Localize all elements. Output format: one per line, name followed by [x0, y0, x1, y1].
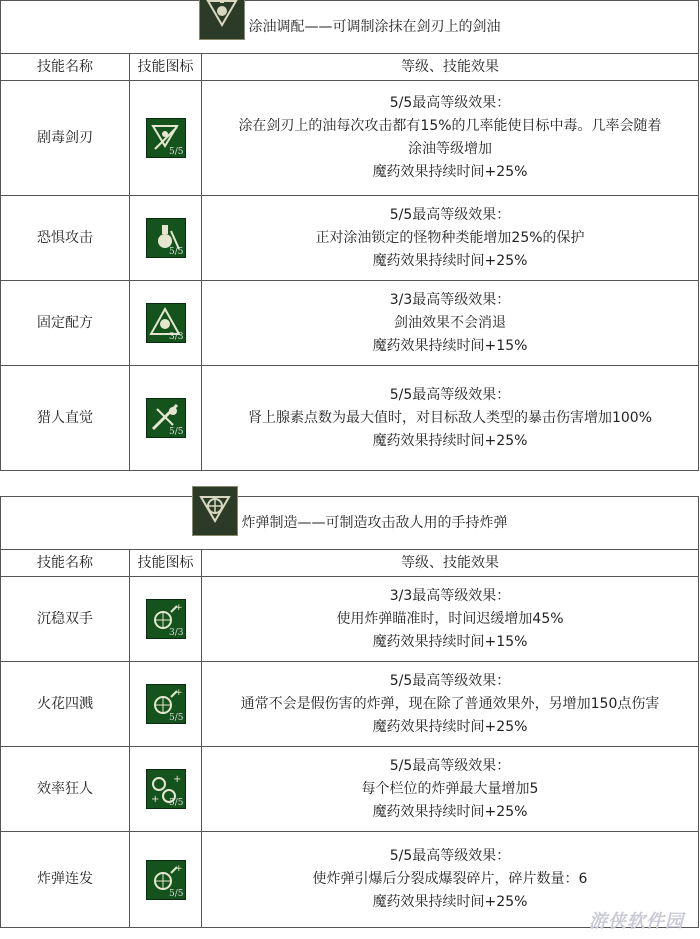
bomb-crafting-icon [192, 486, 238, 536]
skill-effect: 5/5最高等级效果： 正对涂油锁定的怪物种类能增加25%的保护 魔药效果持续时间+25% [202, 196, 699, 281]
skill-effect: 5/5最高等级效果： 通常不会是假伤害的炸弹，现在除了普通效果外，另增加150点伤害 魔药效果持续时间+25% [202, 662, 699, 747]
alchemy-oil-icon [199, 0, 245, 40]
hunter-instinct-icon: 5/5 [146, 398, 186, 438]
svg-text:+: + [174, 603, 183, 613]
skill-effect: 5/5最高等级效果： 肾上腺素点数为最大值时，对目标敌人类型的暴击伤害增加100% 魔药效果持续时间+25% [202, 366, 699, 471]
skill-effect: 3/3最高等级效果： 剑油效果不会消退 魔药效果持续时间+15% [202, 281, 699, 366]
table-row [1, 747, 699, 832]
skill-name: 火花四溅 [1, 662, 130, 747]
header-skill-icon: 技能图标 [130, 54, 202, 81]
skill-effect: 3/3最高等级效果： 使用炸弹瞄准时，时间迟缓增加45% 魔药效果持续时间+15% [202, 577, 699, 662]
cluster-bombs-icon: + 5/5 [146, 860, 186, 900]
skill-name: 恐惧攻击 [1, 196, 130, 281]
skill-effect: 5/5最高等级效果： 涂在剑刃上的油每次攻击都有15%的几率能使目标中毒。几率会随着 涂油等级增加 魔药效果持续时间+25% [202, 81, 699, 196]
table-row [1, 366, 699, 471]
skill-name: 猎人直觉 [1, 366, 130, 471]
svg-text:+: + [174, 688, 183, 698]
table-row [1, 81, 699, 196]
table-title-row [1, 1, 699, 54]
svg-text:+: + [172, 774, 181, 785]
skill-table-bombs [0, 496, 699, 928]
table-row [1, 662, 699, 747]
steady-aim-icon: + 3/3 [146, 599, 186, 639]
header-skill-effect: 等级、技能效果 [202, 54, 699, 81]
skill-name: 剧毒剑刃 [1, 81, 130, 196]
fear-attack-icon: 5/5 [146, 218, 186, 258]
efficiency-icon: + + 5/5 [146, 769, 186, 809]
pyrotechnics-icon: + 5/5 [146, 684, 186, 724]
svg-text:+: + [174, 863, 183, 874]
table-row [1, 577, 699, 662]
header-skill-icon: 技能图标 [130, 550, 202, 577]
header-skill-name: 技能名称 [1, 550, 130, 577]
table-title: 涂油调配——可调制涂抹在剑刃上的剑油 [248, 18, 501, 35]
table-row [1, 196, 699, 281]
svg-text:+: + [150, 794, 159, 805]
site-watermark: 游侠软件园 [589, 911, 684, 932]
header-skill-effect: 等级、技能效果 [202, 550, 699, 577]
table-row [1, 281, 699, 366]
skill-name: 沉稳双手 [1, 577, 130, 662]
skill-name: 固定配方 [1, 281, 130, 366]
skill-name: 炸弹连发 [1, 832, 130, 928]
header-skill-name: 技能名称 [1, 54, 130, 81]
table-title: 炸弹制造——可制造攻击敌人用的手持炸弹 [241, 514, 508, 531]
poison-blade-icon: 5/5 [146, 118, 186, 158]
skill-effect: 5/5最高等级效果： 使炸弹引爆后分裂成爆裂碎片，碎片数量：6 魔药效果持续时间+25% [202, 832, 699, 928]
skill-name: 效率狂人 [1, 747, 130, 832]
table-title-row [1, 497, 699, 550]
fixed-formula-icon: 3/3 [146, 303, 186, 343]
skill-effect: 5/5最高等级效果： 每个栏位的炸弹最大量增加5 魔药效果持续时间+25% [202, 747, 699, 832]
